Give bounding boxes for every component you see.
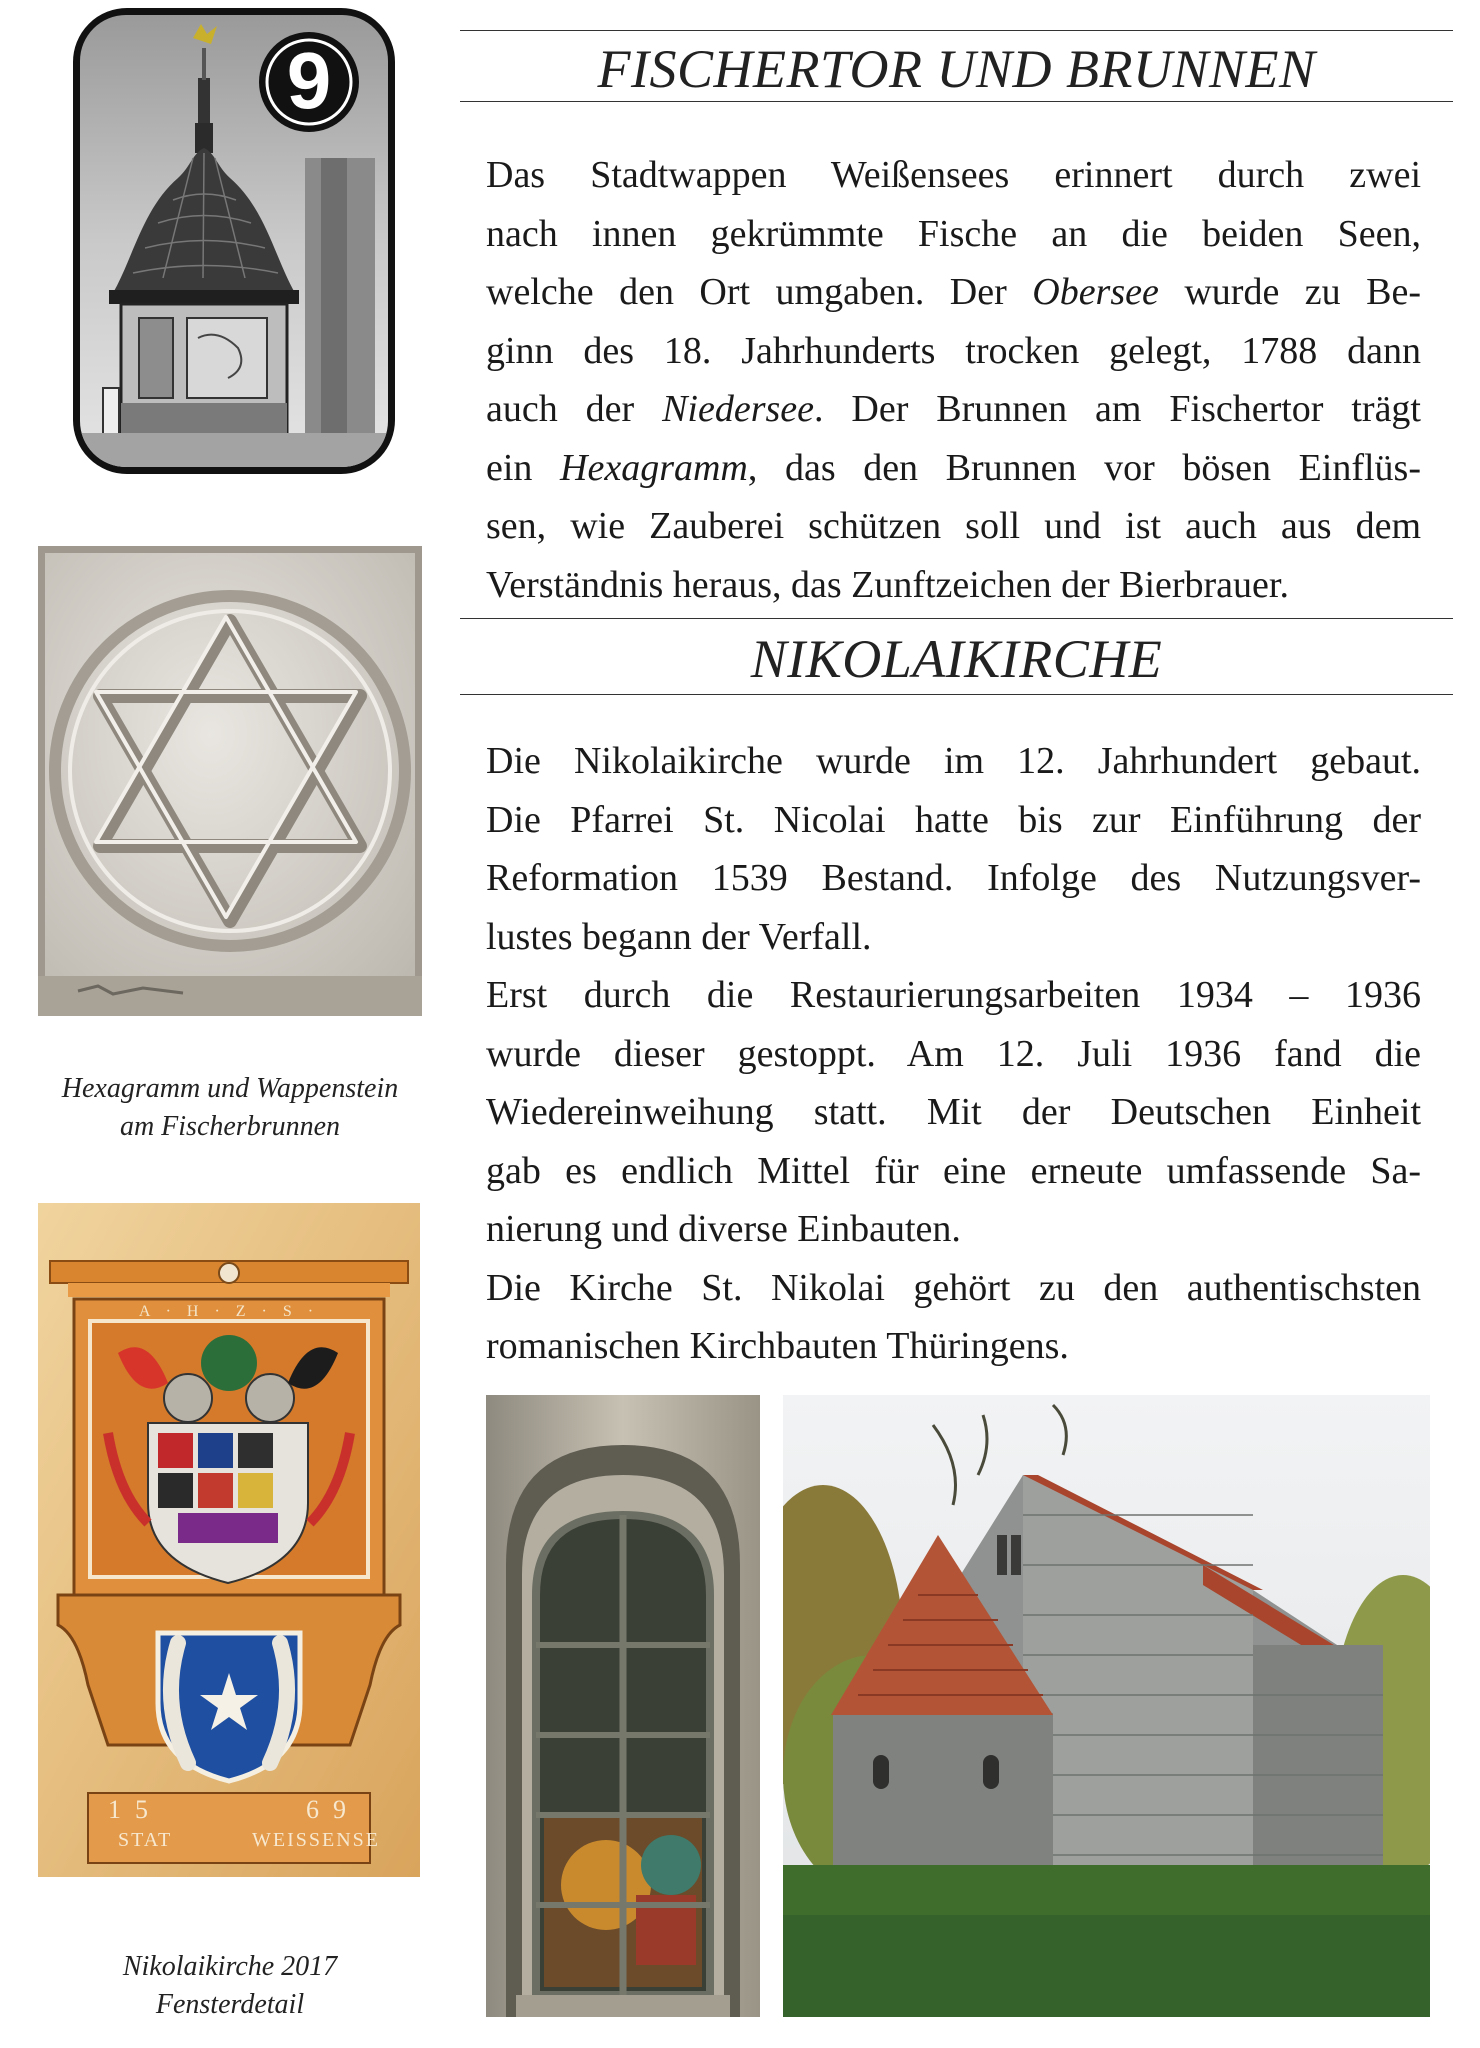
section2-heading: NIKOLAIKIRCHE xyxy=(750,629,1163,689)
text-line: nierung und diverse Einbauten. xyxy=(486,1208,961,1250)
italic-term: Niedersee xyxy=(662,388,815,430)
text-line: wurde dieser gestoppt. Am 12. Juli 1936 fand die xyxy=(486,1032,1421,1075)
caption-line: Fensterdetail xyxy=(155,1989,305,2020)
nikolaikirche-photo xyxy=(783,1395,1430,2017)
arms-top-letters: A · H · Z · S · xyxy=(138,1303,320,1320)
heading-rule-bottom xyxy=(460,101,1453,102)
arms-inscription-right: WEISSENSE xyxy=(252,1829,380,1851)
caption-line: Hexagramm und Wappenstein xyxy=(61,1073,399,1104)
text-line: welche den Ort umgaben. Der Obersee wurde zu Be- xyxy=(486,271,1421,313)
section1-heading: FISCHERTOR UND BRUNNEN xyxy=(597,39,1316,99)
text-line: Die Kirche St. Nikolai gehört zu den authentischsten xyxy=(486,1266,1421,1309)
arms-inscription-left: STAT xyxy=(118,1829,173,1851)
heading-rule-top xyxy=(460,30,1453,31)
italic-term: Hexagramm xyxy=(560,446,748,489)
caption-line: am Fischerbrunnen xyxy=(119,1111,341,1142)
arms-year-right: 69 xyxy=(306,1795,360,1824)
section1-body xyxy=(486,146,1421,614)
church-caption xyxy=(30,1948,430,2024)
text-line: Die Pfarrei St. Nicolai hatte bis zur Einführung der xyxy=(486,798,1421,841)
heading-rule-top xyxy=(460,618,1453,619)
text-line: Erst durch die Restaurierungsarbeiten 1934 – 1936 xyxy=(486,974,1421,1016)
section2-body xyxy=(486,732,1421,1376)
text-line: Reformation 1539 Bestand. Infolge des Nutzungsver- xyxy=(486,857,1421,899)
heading-rule-bottom xyxy=(460,694,1453,695)
text-line: ginn des 18. Jahrhunderts trocken gelegt, 1788 dann xyxy=(486,329,1421,372)
text-line: gab es endlich Mittel für eine erneute umfassende Sa- xyxy=(486,1149,1421,1192)
hexagram-caption xyxy=(30,1070,430,1146)
text-line: lustes begann der Verfall. xyxy=(486,915,872,958)
text-line: Verständnis heraus, das Zunftzeichen der Bierbrauer. xyxy=(486,563,1289,606)
text-line: ein Hexagramm, das den Brunnen vor bösen Einflüs- xyxy=(486,446,1421,489)
text-line: romanischen Kirchbauten Thüringens. xyxy=(486,1325,1069,1367)
text-line: Das Stadtwappen Weißensees erinnert durch zwei xyxy=(486,154,1421,196)
text-line: Die Nikolaikirche wurde im 12. Jahrhundert gebaut. xyxy=(486,740,1421,782)
text-line: nach innen gekrümmte Fische an die beiden Seen, xyxy=(486,212,1421,255)
badge-number: 9 xyxy=(286,36,332,125)
caption-line: Nikolaikirche 2017 xyxy=(122,1951,338,1982)
text-line: auch der Niedersee. Der Brunnen am Fischertor trägt xyxy=(486,388,1421,430)
text-line: sen, wie Zauberei schützen soll und ist auch aus dem xyxy=(486,505,1421,547)
church-window-photo xyxy=(486,1395,760,2017)
text-line: Wiedereinweihung statt. Mit der Deutschen Einheit xyxy=(486,1091,1421,1133)
italic-term: Obersee xyxy=(1032,271,1159,313)
hexagram-stone-photo xyxy=(38,546,422,1016)
arms-year-left: 15 xyxy=(108,1795,162,1824)
coat-of-arms-photo xyxy=(38,1203,420,1877)
fountain-sketch-image xyxy=(73,8,395,474)
